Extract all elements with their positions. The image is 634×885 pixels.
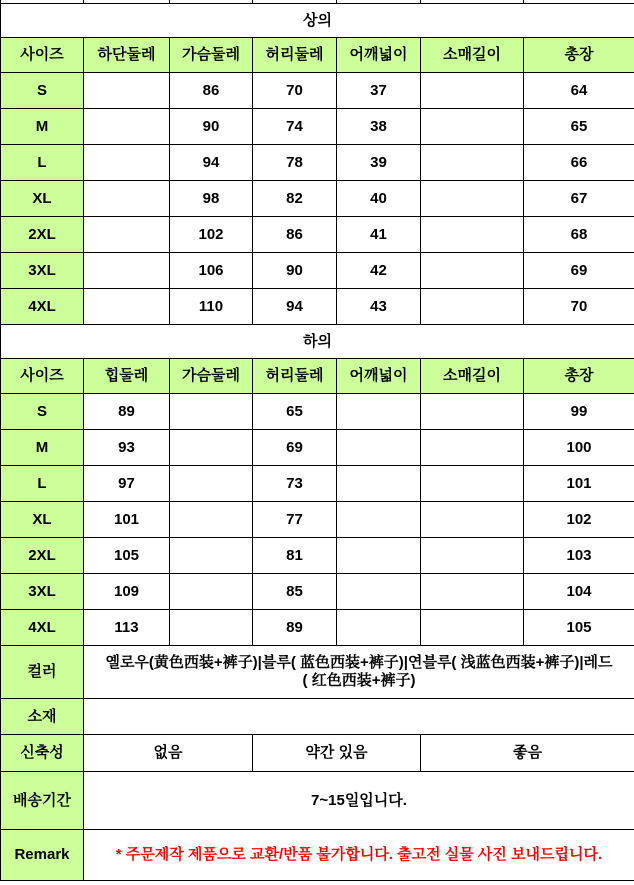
stretch-option-none: 없음 xyxy=(84,735,253,772)
top-table-cell: 43 xyxy=(337,289,421,325)
bottom-table-cell xyxy=(421,610,524,646)
bottom-table-cell xyxy=(170,538,253,574)
bottom-table-cell xyxy=(421,574,524,610)
top-table-cell: 106 xyxy=(170,253,253,289)
bottom-table-cell: 105 xyxy=(524,610,634,646)
bottom-table-cell xyxy=(170,430,253,466)
color-options-line1: 옐로우(黄色西装+裤子)|블루( 蓝色西装+裤子)|연블루( 浅蓝色西装+裤子)|레드 xyxy=(105,654,613,671)
bottom-table-cell: 113 xyxy=(84,610,170,646)
top-table-cell xyxy=(421,181,524,217)
bottom-column-header: 총장 xyxy=(524,359,634,394)
bottom-table-cell: 81 xyxy=(253,538,337,574)
top-size-row xyxy=(1,253,634,289)
bottom-table-cell xyxy=(421,502,524,538)
top-section-title-row xyxy=(1,4,634,38)
bottom-table-cell: 65 xyxy=(253,394,337,430)
top-table-cell: 86 xyxy=(253,217,337,253)
bottom-size-row xyxy=(1,610,634,646)
bottom-size-label: 3XL xyxy=(1,574,84,610)
top-column-header: 허리둘레 xyxy=(253,38,337,73)
top-table-cell: 82 xyxy=(253,181,337,217)
bottom-table-cell xyxy=(337,430,421,466)
bottom-size-row xyxy=(1,394,634,430)
bottom-size-row xyxy=(1,430,634,466)
top-table-cell: 66 xyxy=(524,145,634,181)
top-size-row xyxy=(1,289,634,325)
bottom-table-cell xyxy=(421,430,524,466)
bottom-column-header: 힙둘레 xyxy=(84,359,170,394)
bottom-table-cell xyxy=(421,538,524,574)
top-size-row xyxy=(1,181,634,217)
top-table-cell xyxy=(84,145,170,181)
bottom-table-cell xyxy=(170,574,253,610)
top-column-header: 총장 xyxy=(524,38,634,73)
bottom-section-title-row xyxy=(1,325,634,359)
bottom-column-header: 가슴둘레 xyxy=(170,359,253,394)
bottom-table-cell: 99 xyxy=(524,394,634,430)
bottom-table-cell: 77 xyxy=(253,502,337,538)
top-table-cell: 37 xyxy=(337,73,421,109)
color-value xyxy=(84,646,634,699)
top-table-cell xyxy=(84,289,170,325)
stretch-label: 신축성 xyxy=(1,735,84,772)
top-table-cell: 98 xyxy=(170,181,253,217)
top-table-cell xyxy=(421,253,524,289)
top-size-label: M xyxy=(1,109,84,145)
bottom-size-label: S xyxy=(1,394,84,430)
top-table-cell xyxy=(84,253,170,289)
bottom-table-cell xyxy=(421,466,524,502)
bottom-column-header: 사이즈 xyxy=(1,359,84,394)
bottom-table-cell: 105 xyxy=(84,538,170,574)
bottom-table-cell: 89 xyxy=(253,610,337,646)
bottom-table-cell: 104 xyxy=(524,574,634,610)
top-table-cell: 78 xyxy=(253,145,337,181)
bottom-size-row xyxy=(1,466,634,502)
top-table-cell: 94 xyxy=(253,289,337,325)
top-table-cell: 41 xyxy=(337,217,421,253)
top-size-row xyxy=(1,109,634,145)
top-header-row xyxy=(1,38,634,73)
bottom-size-row xyxy=(1,574,634,610)
stretch-row xyxy=(1,735,634,772)
top-table-cell: 67 xyxy=(524,181,634,217)
top-table-cell: 90 xyxy=(253,253,337,289)
bottom-table-cell: 100 xyxy=(524,430,634,466)
bottom-size-label: M xyxy=(1,430,84,466)
bottom-table-cell: 85 xyxy=(253,574,337,610)
bottom-table-cell xyxy=(337,466,421,502)
stretch-option-some: 약간 있음 xyxy=(253,735,421,772)
bottom-table-cell xyxy=(337,610,421,646)
color-row xyxy=(1,646,634,699)
bottom-table-cell xyxy=(421,394,524,430)
top-table-cell: 42 xyxy=(337,253,421,289)
top-table-cell xyxy=(421,73,524,109)
bottom-table-cell: 109 xyxy=(84,574,170,610)
top-table-cell: 38 xyxy=(337,109,421,145)
material-label: 소재 xyxy=(1,699,84,735)
remark-value: * 주문제작 제품으로 교환/반품 불가합니다. 출고전 실물 사진 보내드립니다. xyxy=(84,830,634,881)
bottom-table-cell: 69 xyxy=(253,430,337,466)
top-table-cell: 40 xyxy=(337,181,421,217)
bottom-column-header: 허리둘레 xyxy=(253,359,337,394)
top-column-header: 소매길이 xyxy=(421,38,524,73)
bottom-section-title: 하의 xyxy=(1,325,634,359)
top-table-cell xyxy=(84,73,170,109)
top-table-cell: 69 xyxy=(524,253,634,289)
shipping-row xyxy=(1,772,634,830)
bottom-table-cell: 102 xyxy=(524,502,634,538)
top-table-cell: 70 xyxy=(524,289,634,325)
bottom-table-cell xyxy=(170,394,253,430)
shipping-label: 배송기간 xyxy=(1,772,84,830)
top-table-cell xyxy=(84,181,170,217)
bottom-size-label: 4XL xyxy=(1,610,84,646)
top-section-title: 상의 xyxy=(1,4,634,38)
bottom-table-cell xyxy=(337,574,421,610)
top-size-label: S xyxy=(1,73,84,109)
top-column-header: 사이즈 xyxy=(1,38,84,73)
top-table-cell: 110 xyxy=(170,289,253,325)
top-table-cell xyxy=(421,109,524,145)
top-table-cell: 39 xyxy=(337,145,421,181)
color-options-line2: ( 红色西装+裤子) xyxy=(302,672,416,689)
bottom-table-cell xyxy=(337,502,421,538)
top-size-row xyxy=(1,145,634,181)
top-table-cell: 68 xyxy=(524,217,634,253)
top-size-label: XL xyxy=(1,181,84,217)
top-column-header: 하단둘레 xyxy=(84,38,170,73)
bottom-size-label: L xyxy=(1,466,84,502)
bottom-size-label: XL xyxy=(1,502,84,538)
bottom-column-header: 어깨넓이 xyxy=(337,359,421,394)
bottom-column-header: 소매길이 xyxy=(421,359,524,394)
bottom-table-cell: 73 xyxy=(253,466,337,502)
top-size-label: 2XL xyxy=(1,217,84,253)
top-size-label: 4XL xyxy=(1,289,84,325)
bottom-table-cell xyxy=(337,394,421,430)
remark-row xyxy=(1,830,634,881)
top-table-cell: 64 xyxy=(524,73,634,109)
bottom-table-cell: 89 xyxy=(84,394,170,430)
top-table-cell xyxy=(84,109,170,145)
top-table-cell: 94 xyxy=(170,145,253,181)
top-size-row xyxy=(1,73,634,109)
bottom-table-cell xyxy=(337,538,421,574)
bottom-table-cell: 103 xyxy=(524,538,634,574)
top-table-cell xyxy=(421,217,524,253)
bottom-table-cell: 101 xyxy=(84,502,170,538)
remark-label: Remark xyxy=(1,830,84,881)
top-column-header: 가슴둘레 xyxy=(170,38,253,73)
top-table-cell: 90 xyxy=(170,109,253,145)
top-column-header: 어깨넓이 xyxy=(337,38,421,73)
bottom-table-cell xyxy=(170,466,253,502)
bottom-size-row xyxy=(1,502,634,538)
shipping-value: 7~15일입니다. xyxy=(84,772,634,830)
top-table-cell: 74 xyxy=(253,109,337,145)
top-table-cell: 86 xyxy=(170,73,253,109)
top-table-cell xyxy=(84,217,170,253)
bottom-table-cell xyxy=(170,610,253,646)
bottom-table-cell: 101 xyxy=(524,466,634,502)
bottom-size-row xyxy=(1,538,634,574)
material-value xyxy=(84,699,634,735)
top-table-cell: 102 xyxy=(170,217,253,253)
top-table-cell xyxy=(421,289,524,325)
bottom-size-label: 2XL xyxy=(1,538,84,574)
stretch-option-good: 좋음 xyxy=(421,735,634,772)
top-size-label: 3XL xyxy=(1,253,84,289)
color-label: 컬러 xyxy=(1,646,84,699)
top-size-row xyxy=(1,217,634,253)
bottom-table-cell: 93 xyxy=(84,430,170,466)
top-table-cell xyxy=(421,145,524,181)
top-size-label: L xyxy=(1,145,84,181)
material-row xyxy=(1,699,634,735)
bottom-header-row xyxy=(1,359,634,394)
top-table-cell: 65 xyxy=(524,109,634,145)
bottom-table-cell xyxy=(170,502,253,538)
bottom-table-cell: 97 xyxy=(84,466,170,502)
top-table-cell: 70 xyxy=(253,73,337,109)
